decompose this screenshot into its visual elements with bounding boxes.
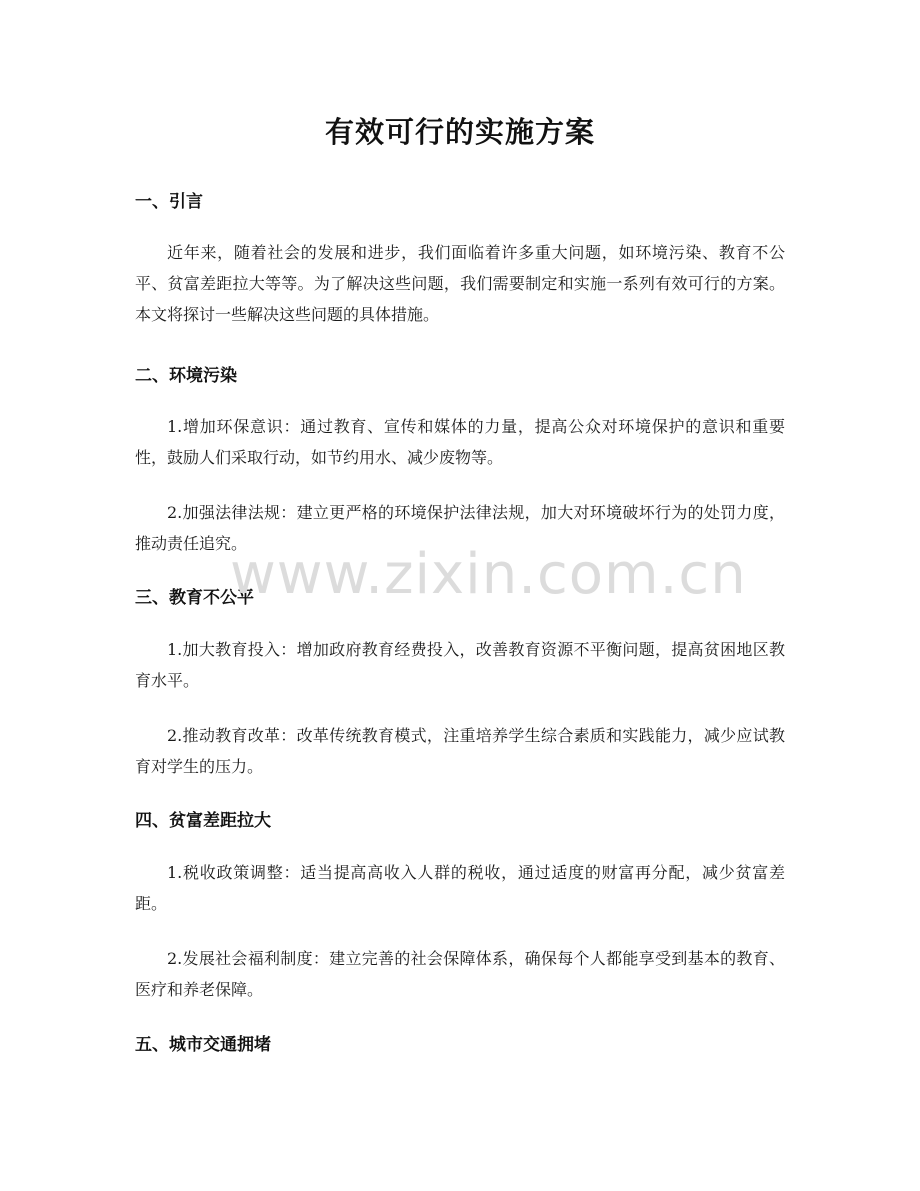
paragraph-education-1: 1.加大教育投入：增加政府教育经费投入，改善教育资源不平衡问题，提高贫困地区教育水平。: [135, 640, 785, 690]
section-heading-environment: 二、环境污染: [135, 366, 237, 386]
section-heading-education: 三、教育不公平: [135, 588, 254, 608]
paragraph-introduction: 近年来，随着社会的发展和进步，我们面临着许多重大问题，如环境污染、教育不公平、贫富差距拉大等等。为了解决这些问题，我们需要制定和实施一系列有效可行的方案。本文将探讨一些解决这些问题的具体措施。: [135, 243, 785, 324]
paragraph-wealth-gap-1: 1.税收政策调整：适当提高高收入人群的税收，通过适度的财富再分配，减少贫富差距。: [135, 863, 785, 913]
section-heading-wealth-gap: 四、贫富差距拉大: [135, 811, 271, 831]
section-heading-introduction: 一、引言: [135, 192, 203, 212]
paragraph-environment-1: 1.增加环保意识：通过教育、宣传和媒体的力量，提高公众对环境保护的意识和重要性，鼓励人们采取行动，如节约用水、减少废物等。: [135, 417, 785, 467]
document-title: 有效可行的实施方案: [324, 115, 595, 149]
paragraph-education-2: 2.推动教育改革：改革传统教育模式，注重培养学生综合素质和实践能力，减少应试教育对学生的压力。: [135, 726, 785, 776]
paragraph-wealth-gap-2: 2.发展社会福利制度：建立完善的社会保障体系，确保每个人都能享受到基本的教育、医疗和养老保障。: [135, 949, 785, 999]
section-heading-traffic: 五、城市交通拥堵: [135, 1035, 271, 1055]
watermark-text: www.zixin.com.cn: [230, 542, 747, 607]
paragraph-environment-2: 2.加强法律法规：建立更严格的环境保护法律法规，加大对环境破坏行为的处罚力度，推动责任追究。: [135, 503, 785, 553]
